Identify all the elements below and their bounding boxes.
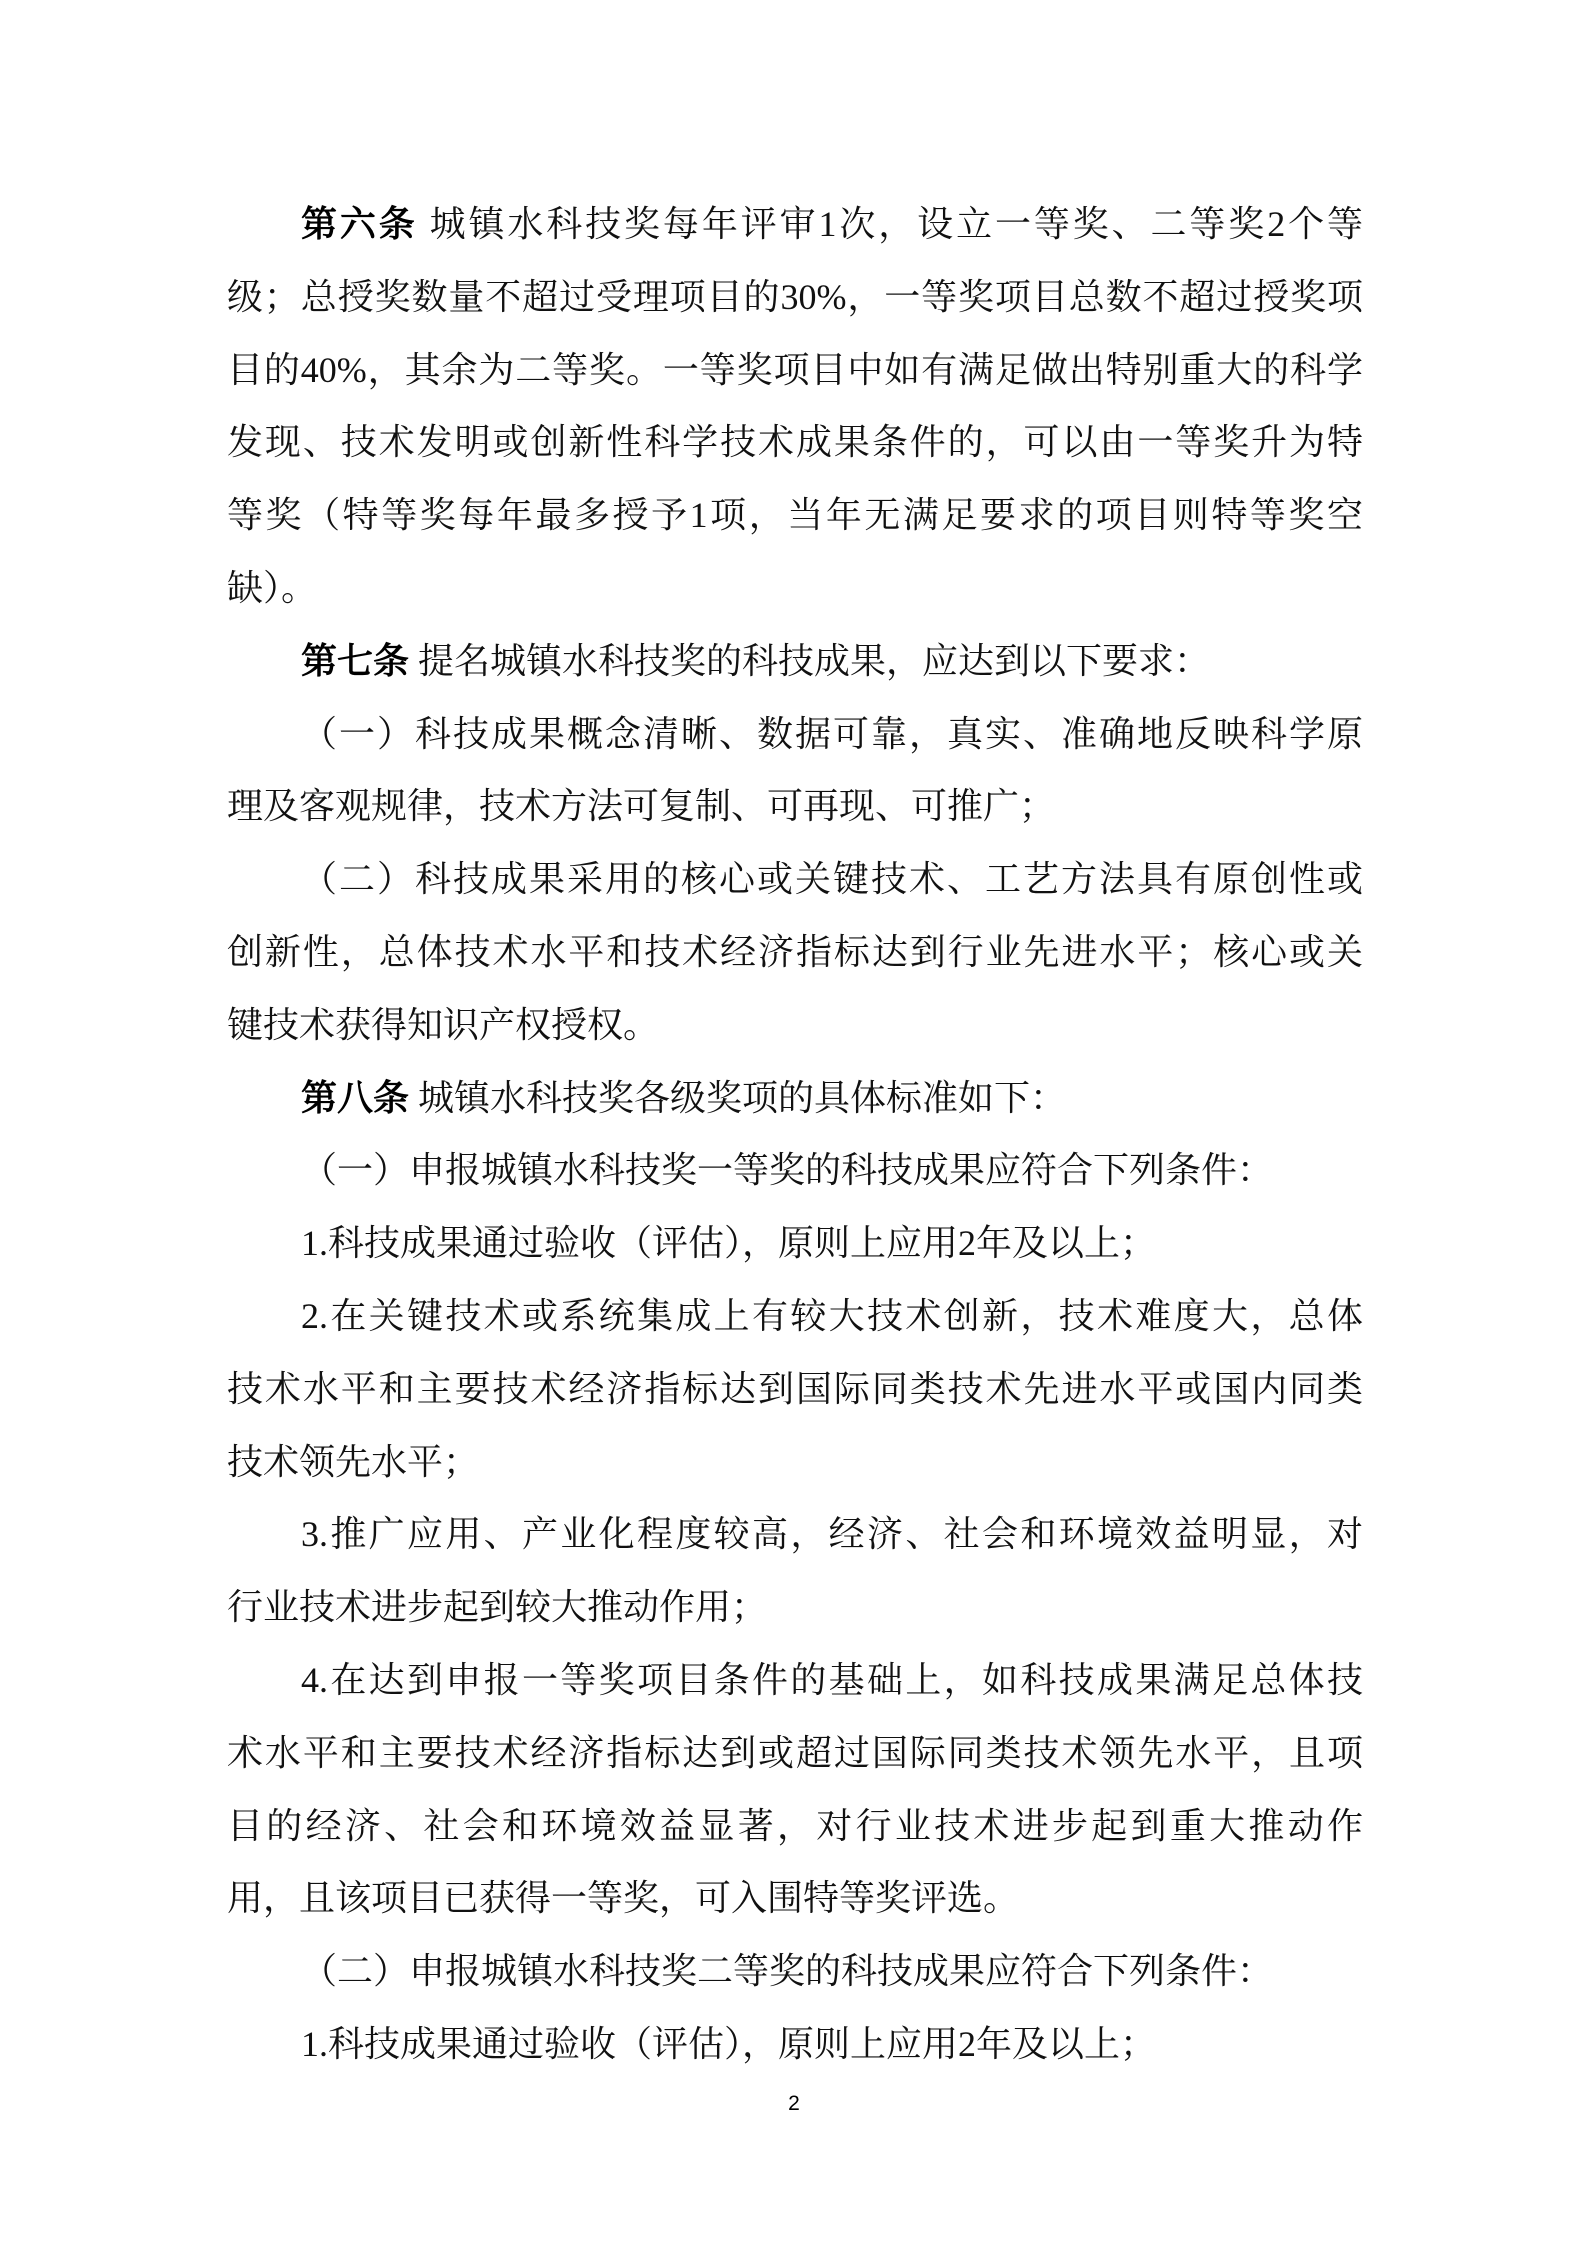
article-6-line-5 xyxy=(227,479,1363,552)
article-heading: 第七条 xyxy=(301,640,410,681)
paragraph-text: 等奖（特等奖每年最多授予1项，当年无满足要求的项目则特等奖空 xyxy=(227,495,1363,536)
paragraph-text: 1.科技成果通过验收（评估），原则上应用2年及以上； xyxy=(301,1223,1157,1264)
paragraph-text: 键技术获得知识产权授权。 xyxy=(227,1004,660,1045)
article-8-section-1-item-2-line-3 xyxy=(227,1426,1363,1499)
article-heading: 第八条 xyxy=(301,1077,410,1118)
paragraph-text: （一）申报城镇水科技奖一等奖的科技成果应符合下列条件： xyxy=(301,1150,1274,1191)
article-8-section-1-heading xyxy=(227,1134,1363,1207)
paragraph-text: 2.在关键技术或系统集成上有较大技术创新，技术难度大，总体 xyxy=(301,1295,1363,1336)
paragraph-text: 目的40%，其余为二等奖。一等奖项目中如有满足做出特别重大的科学 xyxy=(227,349,1363,390)
article-8-section-1-item-1 xyxy=(227,1207,1363,1280)
paragraph-text: 级；总授奖数量不超过受理项目的30%，一等奖项目总数不超过授奖项 xyxy=(227,276,1363,317)
article-7-item-2-line-3 xyxy=(227,989,1363,1062)
article-8-line-1 xyxy=(227,1062,1363,1135)
paragraph-text: 目的经济、社会和环境效益显著，对行业技术进步起到重大推动作 xyxy=(227,1805,1363,1846)
paragraph-text: 城镇水科技奖每年评审1次，设立一等奖、二等奖2个等 xyxy=(417,204,1363,244)
article-8-section-1-item-4-line-4 xyxy=(227,1862,1363,1935)
article-6-line-4 xyxy=(227,406,1363,479)
article-8-section-2-heading xyxy=(227,1935,1363,2008)
article-7-line-1 xyxy=(227,625,1363,698)
paragraph-text: 提名城镇水科技奖的科技成果，应达到以下要求： xyxy=(409,640,1211,681)
article-8-section-1-item-2-line-2 xyxy=(227,1353,1363,1426)
paragraph-text: 理及客观规律，技术方法可复制、可再现、可推广； xyxy=(227,786,1056,827)
paragraph-text: 行业技术进步起到较大推动作用； xyxy=(227,1587,768,1628)
paragraph-text: 技术领先水平； xyxy=(227,1441,480,1482)
article-6-line-6 xyxy=(227,552,1363,625)
article-6-line-3 xyxy=(227,334,1363,407)
article-8-section-1-item-2-line-1 xyxy=(227,1280,1363,1353)
article-8-section-1-item-3-line-2 xyxy=(227,1571,1363,1644)
article-7-item-1-line-2 xyxy=(227,770,1363,843)
article-7-item-1-line-1 xyxy=(227,698,1363,771)
article-8-section-1-item-4-line-2 xyxy=(227,1717,1363,1790)
paragraph-text: 发现、技术发明或创新性科学技术成果条件的，可以由一等奖升为特 xyxy=(227,422,1363,463)
article-8-section-1-item-4-line-3 xyxy=(227,1790,1363,1863)
article-8-section-2-item-1 xyxy=(227,2008,1363,2081)
paragraph-text: 1.科技成果通过验收（评估），原则上应用2年及以上； xyxy=(301,2023,1157,2064)
paragraph-text: 3.推广应用、产业化程度较高，经济、社会和环境效益明显，对 xyxy=(301,1514,1363,1555)
article-8-section-1-item-4-line-1 xyxy=(227,1644,1363,1717)
paragraph-text: 技术水平和主要技术经济指标达到国际同类技术先进水平或国内同类 xyxy=(227,1368,1363,1409)
paragraph-text: 城镇水科技奖各级奖项的具体标准如下： xyxy=(409,1077,1067,1118)
article-7-item-2-line-1 xyxy=(227,843,1363,916)
paragraph-text: 用，且该项目已获得一等奖，可入围特等奖评选。 xyxy=(227,1878,1020,1919)
paragraph-text: 术水平和主要技术经济指标达到或超过国际同类技术领先水平，且项 xyxy=(227,1732,1363,1773)
paragraph-text: 缺）。 xyxy=(227,567,318,608)
article-heading: 第六条 xyxy=(301,204,418,244)
article-6-line-1 xyxy=(227,188,1363,261)
paragraph-text: 4.在达到申报一等奖项目条件的基础上，如科技成果满足总体技 xyxy=(301,1659,1363,1700)
page-number: 2 xyxy=(788,2092,800,2115)
paragraph-text: （二）科技成果采用的核心或关键技术、工艺方法具有原创性或 xyxy=(301,859,1363,900)
article-6-line-2 xyxy=(227,261,1363,334)
paragraph-text: （一）科技成果概念清晰、数据可靠，真实、准确地反映科学原 xyxy=(301,713,1363,754)
paragraph-text: 创新性，总体技术水平和技术经济指标达到行业先进水平；核心或关 xyxy=(227,931,1363,972)
paragraph-text: （二）申报城镇水科技奖二等奖的科技成果应符合下列条件： xyxy=(301,1951,1274,1992)
article-7-item-2-line-2 xyxy=(227,916,1363,989)
article-8-section-1-item-3-line-1 xyxy=(227,1498,1363,1571)
document-body xyxy=(227,188,1363,2081)
